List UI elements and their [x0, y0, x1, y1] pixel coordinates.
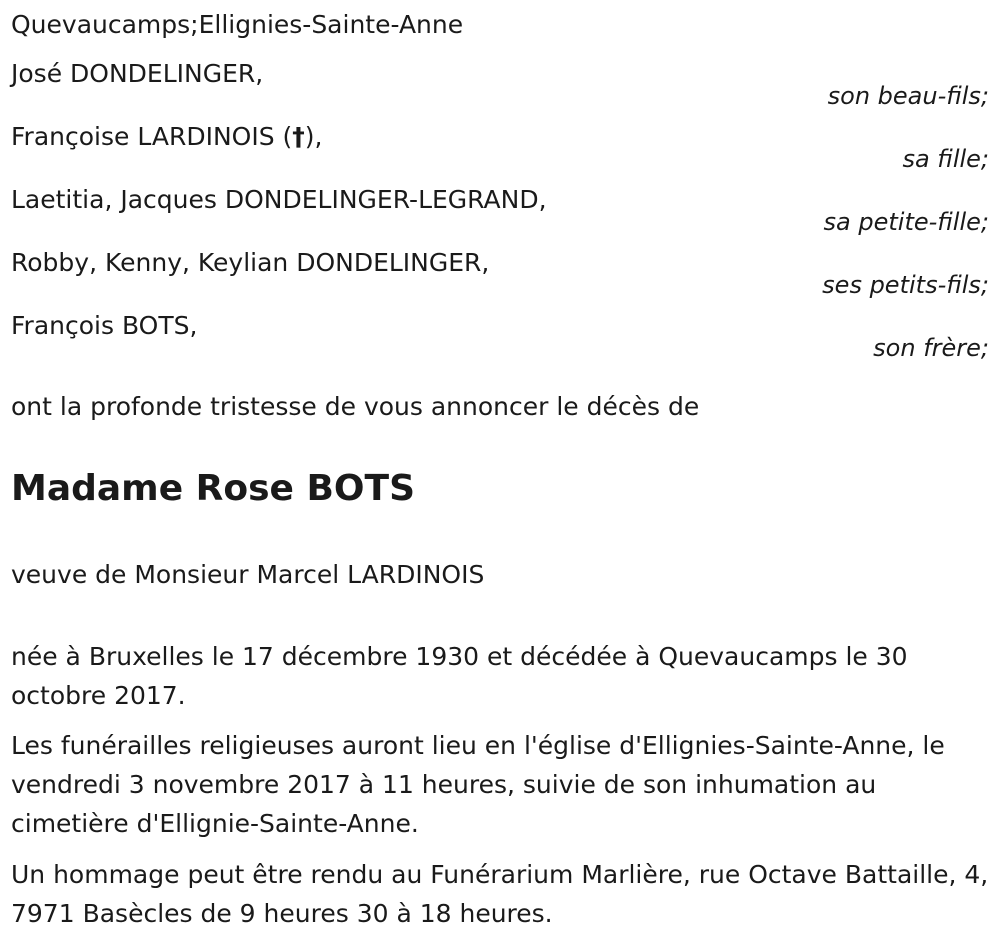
tribute-paragraph: Un hommage peut être rendu au Funérarium Marlière, rue Octave Battaille, 4, 7971 Basècles de 9 heures 30 à 18 heures.: [11, 860, 989, 928]
mourner-name: [11, 120, 322, 154]
cross-icon: †: [292, 122, 305, 151]
mourner-relation: sa petite-fille;: [823, 208, 989, 236]
localities-header: Quevaucamps;Ellignies-Sainte-Anne: [11, 10, 464, 39]
deceased-name: Madame Rose BOTS: [11, 468, 415, 509]
mourner-entry: [11, 120, 989, 180]
mourner-name: Robby, Kenny, Keylian DONDELINGER,: [11, 248, 490, 277]
mourner-name: José DONDELINGER,: [11, 59, 264, 88]
mourner-relation: son frère;: [873, 334, 989, 362]
mourner-name-part: Françoise LARDINOIS (: [11, 122, 293, 151]
mourner-relation: ses petits-fils;: [822, 271, 989, 299]
mourner-entry: [11, 246, 989, 306]
mourner-relation: sa fille;: [902, 145, 989, 173]
mourner-name: François BOTS,: [11, 311, 198, 340]
widow-of-text: veuve de Monsieur Marcel LARDINOIS: [11, 560, 485, 589]
mourner-entry: [11, 57, 989, 117]
birth-death-paragraph: née à Bruxelles le 17 décembre 1930 et décédée à Quevaucamps le 30 octobre 2017.: [11, 642, 908, 710]
mourner-entry: [11, 183, 989, 243]
mourner-relation: son beau-fils;: [827, 82, 989, 110]
mourner-name-part: ),: [304, 122, 323, 151]
mourner-name: Laetitia, Jacques DONDELINGER-LEGRAND,: [11, 185, 547, 214]
announcement-text: ont la profonde tristesse de vous annoncer le décès de: [11, 392, 700, 421]
mourner-entry: [11, 309, 989, 369]
funeral-paragraph: Les funérailles religieuses auront lieu en l'église d'Ellignies-Sainte-Anne, le vendredi 3 novembre 2017 à 11 heures, suivie de son inhumation au cimetière d'Ellignie-Sainte-Anne.: [11, 731, 945, 838]
